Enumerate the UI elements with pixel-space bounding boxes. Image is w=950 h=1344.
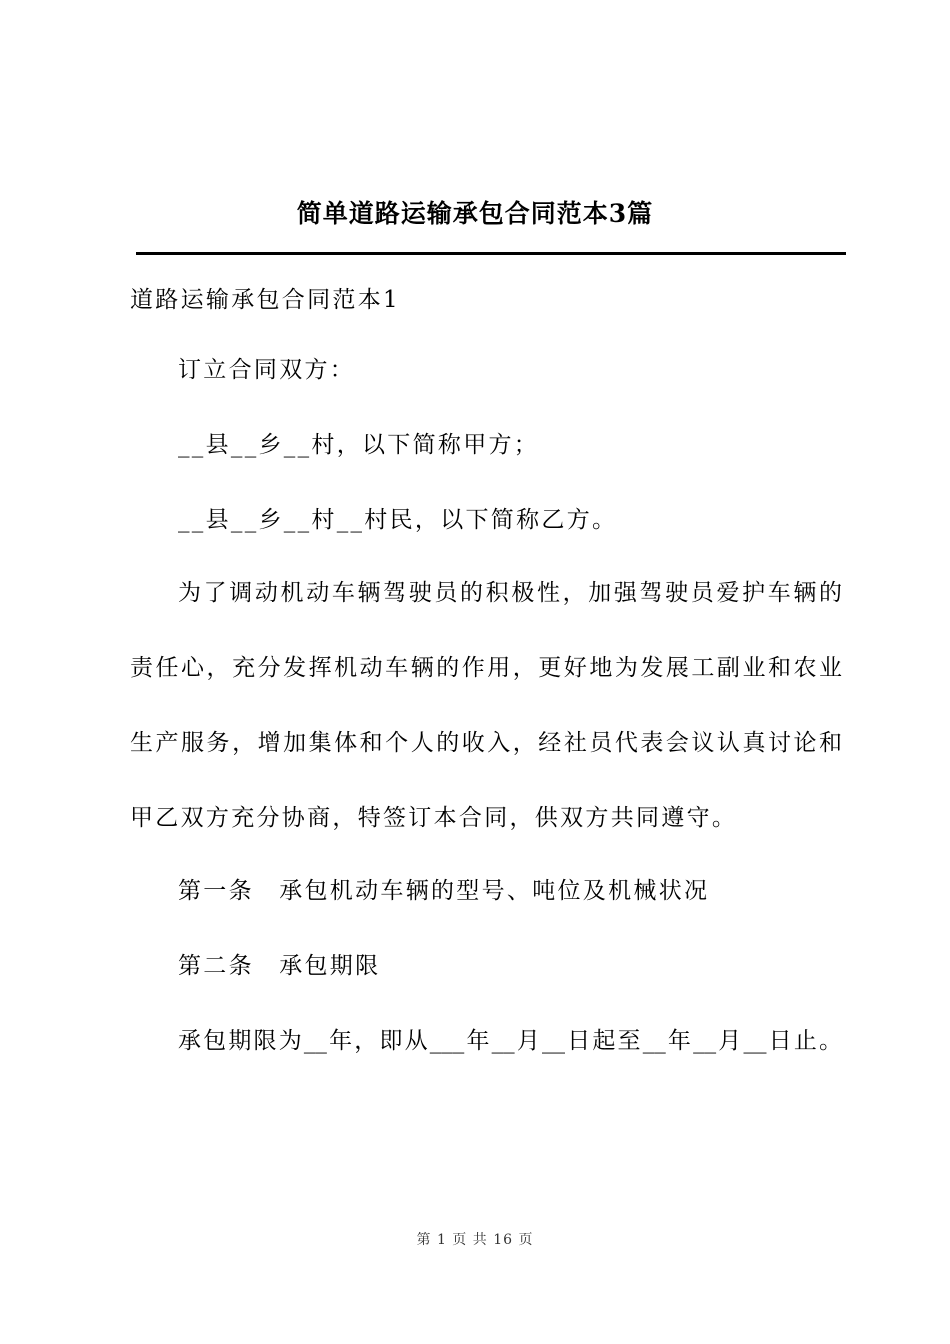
body-line: 为了调动机动车辆驾驶员的积极性，加强驾驶员爱护车辆的 (178, 580, 842, 606)
body-line: 责任心，充分发挥机动车辆的作用，更好地为发展工副业和农业 (130, 655, 842, 681)
body-line: 承包期限为__年，即从___年__月__日起至__年__月__日止。 (178, 1028, 842, 1054)
page-footer: 第 1 页 共 16 页 (416, 1232, 534, 1248)
article-heading: 第二条 承包期限 (178, 953, 381, 979)
section-heading: 道路运输承包合同范本1 (130, 287, 400, 313)
body-line: 甲乙双方充分协商，特签订本合同，供双方共同遵守。 (130, 805, 738, 831)
document-title: 简单道路运输承包合同范本3篇 (296, 199, 654, 228)
article-heading: 第一条 承包机动车辆的型号、吨位及机械状况 (178, 878, 710, 904)
body-line: 订立合同双方： (178, 357, 356, 383)
body-line: __县__乡__村，以下简称甲方； (178, 432, 540, 458)
body-line: 生产服务，增加集体和个人的收入，经社员代表会议认真讨论和 (130, 730, 842, 756)
body-line: __县__乡__村__村民，以下简称乙方。 (178, 507, 618, 533)
title-underline (136, 252, 846, 255)
